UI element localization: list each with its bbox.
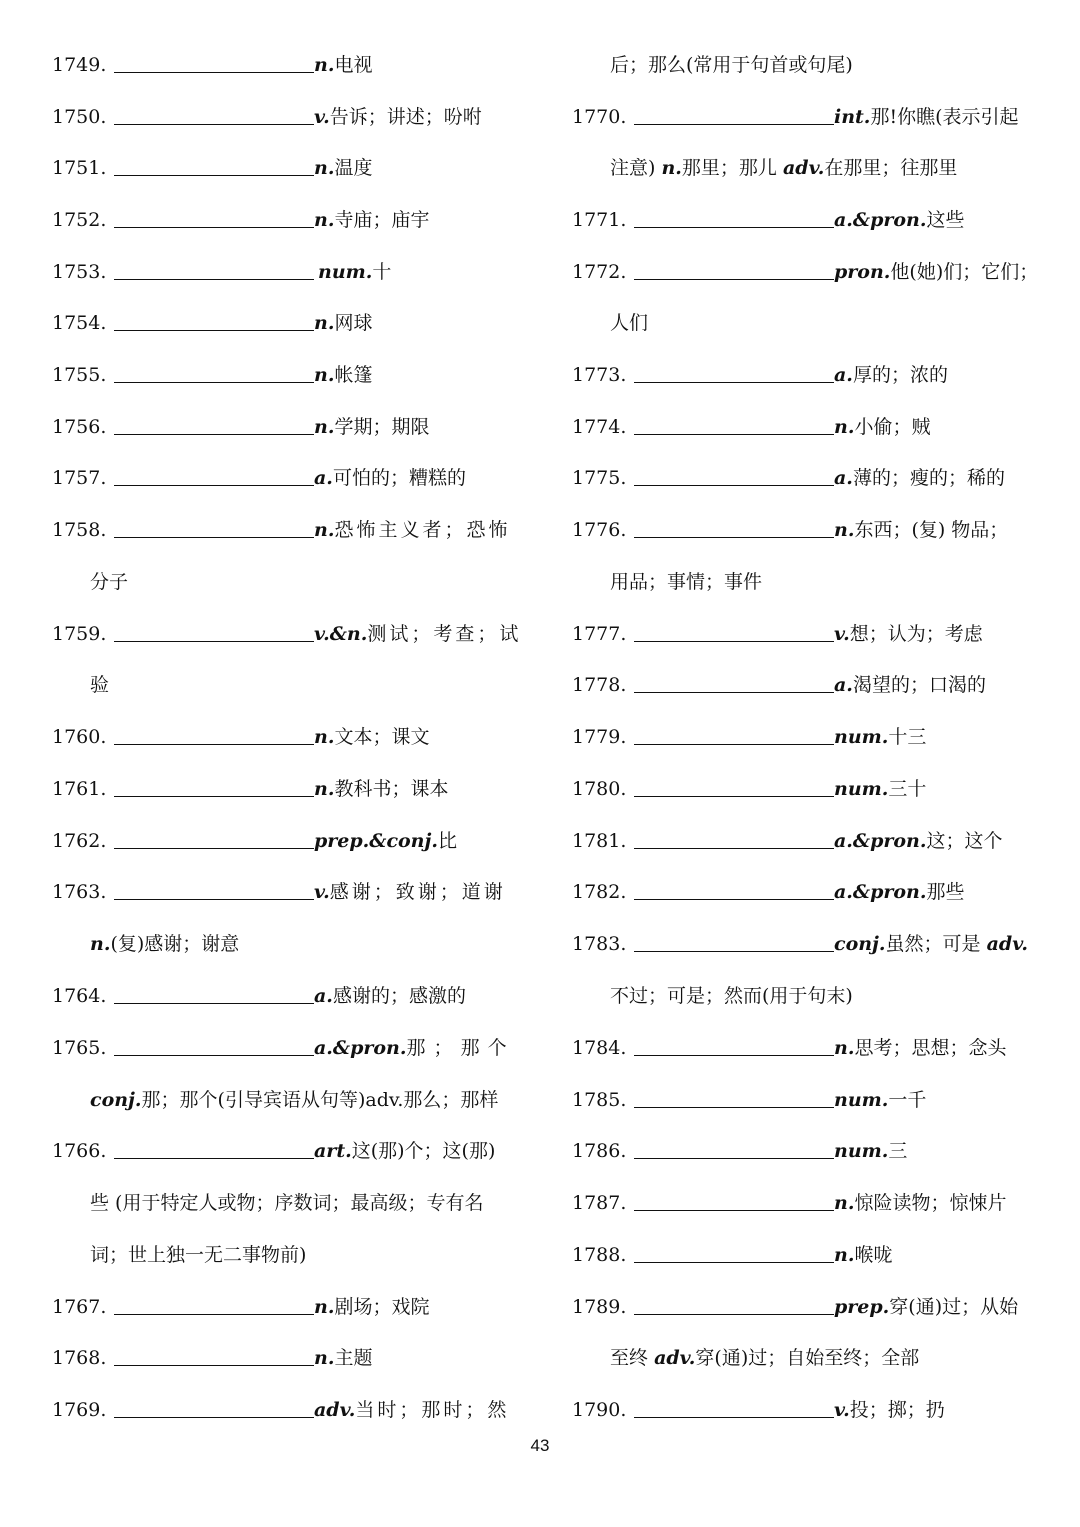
definition: 厚的；浓的	[852, 364, 948, 386]
entry-number: 1760.	[52, 726, 107, 748]
answer-blank[interactable]	[114, 1035, 314, 1056]
answer-blank[interactable]	[634, 414, 834, 435]
definition: 一千	[888, 1089, 927, 1111]
definition: 主题	[334, 1347, 373, 1369]
entry-1754	[52, 308, 522, 338]
entry-number: 1773.	[572, 364, 627, 386]
part-of-speech: n.	[314, 1296, 335, 1318]
answer-blank[interactable]	[634, 879, 834, 900]
definition: 虽然；可是	[885, 933, 981, 955]
part-of-speech: pron.	[834, 261, 891, 283]
part-of-speech: conj.	[834, 933, 886, 955]
definition-continued: 些 (用于特定人或物；序数词；最高级；专有名	[90, 1192, 484, 1214]
definition: 喉咙	[854, 1244, 893, 1266]
part-of-speech: a.	[314, 467, 333, 489]
page-number: 43	[530, 1436, 550, 1455]
definition: 学期；期限	[334, 416, 430, 438]
entry-1772-continued	[572, 308, 1042, 338]
definition: 可怕的；糟糕的	[332, 467, 466, 489]
definition-continued: 词；世上独一无二事物前)	[90, 1244, 307, 1266]
entry-number: 1750.	[52, 106, 107, 128]
entry-number: 1787.	[572, 1192, 627, 1214]
entry-1789-continued	[572, 1343, 1042, 1373]
part-of-speech: v.&n.	[314, 623, 368, 645]
definition-continued: 不过；可是；然而(用于句末)	[610, 985, 853, 1007]
definition: 当时；那时；然	[355, 1399, 510, 1421]
entry-1757	[52, 463, 522, 493]
part-of-speech: prep.&conj.	[314, 830, 438, 852]
entry-number: 1780.	[572, 778, 627, 800]
entry-1770	[572, 102, 1042, 132]
part-of-speech: prep.	[834, 1296, 890, 1318]
answer-blank[interactable]	[634, 362, 834, 383]
entry-1765-continued	[52, 1085, 522, 1115]
entry-1773	[572, 360, 1042, 390]
entry-1760	[52, 722, 522, 752]
entry-number: 1754.	[52, 312, 107, 334]
definition: 剧场；戏院	[334, 1296, 430, 1318]
definition: 这(那)个；这(那)	[351, 1140, 496, 1162]
entry-1774	[572, 412, 1042, 442]
definition: 文本；课文	[334, 726, 430, 748]
part-of-speech: n.	[314, 778, 335, 800]
part-of-speech: n.	[314, 54, 335, 76]
entry-number: 1786.	[572, 1140, 627, 1162]
entry-1783	[572, 929, 1042, 959]
part-of-speech: n.	[314, 519, 335, 541]
entry-number: 1783.	[572, 933, 627, 955]
entry-1766	[52, 1136, 522, 1166]
answer-blank[interactable]	[114, 776, 314, 797]
entry-number: 1764.	[52, 985, 107, 1007]
entry-number: 1762.	[52, 830, 107, 852]
answer-blank[interactable]	[114, 52, 314, 73]
part-of-speech: a.	[314, 985, 333, 1007]
part-of-speech: v.	[314, 881, 330, 903]
answer-blank[interactable]	[634, 672, 834, 693]
entry-1788	[572, 1240, 1042, 1270]
entry-1750	[52, 102, 522, 132]
entry-1777	[572, 619, 1042, 649]
part-of-speech: n.	[834, 519, 855, 541]
entry-1763-continued	[52, 929, 522, 959]
entry-1758	[52, 515, 522, 545]
part-of-speech: n.	[834, 1192, 855, 1214]
part-of-speech: n.	[314, 312, 335, 334]
entry-1761	[52, 774, 522, 804]
definition: 这些	[926, 209, 965, 231]
entry-1784	[572, 1033, 1042, 1063]
entry-1776-continued	[572, 567, 1042, 597]
part-of-speech: adv.	[986, 933, 1028, 955]
definition: 温度	[334, 157, 373, 179]
answer-blank[interactable]	[634, 1138, 834, 1159]
entry-number: 1775.	[572, 467, 627, 489]
entry-number: 1790.	[572, 1399, 627, 1421]
part-of-speech: n.	[314, 209, 335, 231]
entry-number: 1753.	[52, 261, 107, 283]
part-of-speech: num.	[318, 261, 373, 283]
entry-number: 1765.	[52, 1037, 107, 1059]
answer-blank[interactable]	[114, 1397, 314, 1418]
entry-number: 1768.	[52, 1347, 107, 1369]
entry-1787	[572, 1188, 1042, 1218]
part-of-speech: art.	[314, 1140, 352, 1162]
definition: 恐怖主义者；恐怖	[334, 519, 511, 541]
entry-number: 1758.	[52, 519, 107, 541]
entry-1752	[52, 205, 522, 235]
entry-1756	[52, 412, 522, 442]
part-of-speech: adv.	[654, 1347, 696, 1369]
definition-continued: (复)感谢；谢意	[110, 933, 240, 955]
answer-blank[interactable]	[634, 828, 834, 849]
entry-1755	[52, 360, 522, 390]
answer-blank[interactable]	[114, 621, 314, 642]
definition: 网球	[334, 312, 373, 334]
entry-1770-continued	[572, 153, 1042, 183]
part-of-speech: n.	[314, 416, 335, 438]
definition: 穿(通)过；从始	[889, 1296, 1019, 1318]
part-of-speech: a.&pron.	[834, 209, 927, 231]
part-of-speech: a.	[834, 364, 853, 386]
entry-1768	[52, 1343, 522, 1373]
entry-1790	[572, 1395, 1042, 1425]
definition: 想；认为；考虑	[849, 623, 983, 645]
definition: 电视	[334, 54, 373, 76]
answer-blank[interactable]	[114, 517, 314, 538]
entry-number: 1788.	[572, 1244, 627, 1266]
part-of-speech: v.	[834, 1399, 850, 1421]
entry-number: 1757.	[52, 467, 107, 489]
entry-number: 1761.	[52, 778, 107, 800]
entry-1759-continued	[52, 670, 522, 700]
answer-blank[interactable]	[114, 465, 314, 486]
answer-blank[interactable]	[634, 931, 834, 952]
answer-blank[interactable]	[634, 104, 834, 125]
part-of-speech: n.	[834, 416, 855, 438]
entry-number: 1778.	[572, 674, 627, 696]
definition: 三	[888, 1140, 908, 1162]
definition: 思考；思想；念头	[854, 1037, 1007, 1059]
answer-blank[interactable]	[634, 1242, 834, 1263]
definition: 那些	[926, 881, 965, 903]
entry-number: 1781.	[572, 830, 627, 852]
part-of-speech: v.	[314, 106, 330, 128]
definition: 小偷；贼	[854, 416, 931, 438]
answer-blank[interactable]	[634, 621, 834, 642]
part-of-speech: a.&pron.	[834, 830, 927, 852]
entry-number: 1766.	[52, 1140, 107, 1162]
definition: 测试；考查；试	[367, 623, 522, 645]
entry-1767	[52, 1292, 522, 1322]
definition: 十三	[888, 726, 927, 748]
part-of-speech: num.	[834, 778, 889, 800]
part-of-speech: conj.	[90, 1089, 142, 1111]
entry-number: 1774.	[572, 416, 627, 438]
entry-number: 1770.	[572, 106, 627, 128]
definition-continued: 验	[90, 674, 110, 696]
entry-number: 1789.	[572, 1296, 627, 1318]
answer-blank[interactable]	[634, 1294, 834, 1315]
definition-continued: 用品；事情；事件	[610, 571, 763, 593]
entry-1785	[572, 1085, 1042, 1115]
answer-blank[interactable]	[114, 1294, 314, 1315]
entry-number: 1767.	[52, 1296, 107, 1318]
entry-1776	[572, 515, 1042, 545]
part-of-speech: a.&pron.	[834, 881, 927, 903]
definition: 教科书；课本	[334, 778, 449, 800]
definition-continued: 那里；那儿	[681, 157, 777, 179]
entry-1771	[572, 205, 1042, 235]
entry-1759	[52, 619, 522, 649]
part-of-speech: n.	[314, 1347, 335, 1369]
entry-1753	[52, 257, 522, 287]
entry-number: 1782.	[572, 881, 627, 903]
definition: 他(她)们；它们；	[890, 261, 1039, 283]
definition-continued: 后；那么(常用于句首或句尾)	[610, 54, 853, 76]
answer-blank[interactable]	[634, 776, 834, 797]
entry-1758-continued	[52, 567, 522, 597]
definition-continued: 分子	[90, 571, 129, 593]
entry-number: 1755.	[52, 364, 107, 386]
entry-1786	[572, 1136, 1042, 1166]
entry-number: 1776.	[572, 519, 627, 541]
entry-number: 1752.	[52, 209, 107, 231]
definition: 投；掷；扔	[849, 1399, 945, 1421]
entry-number: 1772.	[572, 261, 627, 283]
definition: 告诉；讲述；吩咐	[329, 106, 482, 128]
part-of-speech: a.	[834, 467, 853, 489]
entry-1781	[572, 826, 1042, 856]
definition-continued: 人们	[610, 312, 649, 334]
answer-blank[interactable]	[634, 1087, 834, 1108]
definition-continued: 穿(通)过；自始至终；全部	[695, 1347, 920, 1369]
entry-1789	[572, 1292, 1042, 1322]
definition: 帐篷	[334, 364, 373, 386]
part-of-speech: n.	[314, 726, 335, 748]
entry-1769	[52, 1395, 522, 1425]
entry-1762	[52, 826, 522, 856]
definition-continued: 那；那个(引导宾语从句等)adv.那么；那样	[141, 1089, 499, 1111]
part-of-speech: num.	[834, 1140, 889, 1162]
answer-blank[interactable]	[114, 828, 314, 849]
entry-1779	[572, 722, 1042, 752]
entry-number: 1785.	[572, 1089, 627, 1111]
entry-number: 1771.	[572, 209, 627, 231]
entry-1751	[52, 153, 522, 183]
part-of-speech: n.	[314, 157, 335, 179]
part-of-speech: a.&pron.	[314, 1037, 407, 1059]
part-of-speech: a.	[834, 674, 853, 696]
answer-blank[interactable]	[114, 879, 314, 900]
definition: 那 ； 那 个	[406, 1037, 508, 1059]
part-of-speech: num.	[834, 726, 889, 748]
entry-1763	[52, 877, 522, 907]
answer-blank[interactable]	[114, 310, 314, 331]
definition-continued: 注意)	[610, 157, 656, 179]
answer-blank[interactable]	[634, 259, 834, 280]
entry-1772	[572, 257, 1042, 287]
answer-blank[interactable]	[634, 724, 834, 745]
answer-blank[interactable]	[114, 414, 314, 435]
part-of-speech: adv.	[314, 1399, 356, 1421]
definition: 薄的；瘦的；稀的	[852, 467, 1005, 489]
answer-blank[interactable]	[634, 207, 834, 228]
answer-blank[interactable]	[114, 259, 314, 280]
definition: 感谢；致谢；道谢	[329, 881, 506, 903]
part-of-speech: int.	[834, 106, 871, 128]
definition-continued: 在那里；往那里	[824, 157, 958, 179]
part-of-speech: n.	[661, 157, 682, 179]
definition: 东西；(复) 物品；	[854, 519, 1009, 541]
answer-blank[interactable]	[634, 465, 834, 486]
part-of-speech: n.	[834, 1244, 855, 1266]
answer-blank[interactable]	[114, 983, 314, 1004]
definition: 渴望的；口渴的	[852, 674, 986, 696]
answer-blank[interactable]	[634, 1397, 834, 1418]
entry-number: 1763.	[52, 881, 107, 903]
answer-blank[interactable]	[114, 104, 314, 125]
answer-blank[interactable]	[634, 517, 834, 538]
entry-number: 1779.	[572, 726, 627, 748]
definition: 感谢的；感激的	[332, 985, 466, 1007]
answer-blank[interactable]	[114, 724, 314, 745]
entry-1766-continued	[52, 1188, 522, 1218]
answer-blank[interactable]	[634, 1190, 834, 1211]
definition: 十	[372, 261, 392, 283]
entry-1765	[52, 1033, 522, 1063]
entry-number: 1769.	[52, 1399, 107, 1421]
entry-number: 1751.	[52, 157, 107, 179]
definition: 那!你瞧(表示引起	[870, 106, 1019, 128]
entry-1782	[572, 877, 1042, 907]
part-of-speech: n.	[834, 1037, 855, 1059]
entry-number: 1777.	[572, 623, 627, 645]
answer-blank[interactable]	[114, 362, 314, 383]
definition: 三十	[888, 778, 927, 800]
definition: 比	[437, 830, 457, 852]
definition: 这；这个	[926, 830, 1003, 852]
part-of-speech: v.	[834, 623, 850, 645]
part-of-speech: num.	[834, 1089, 889, 1111]
entry-1783-continued	[572, 981, 1042, 1011]
entry-number: 1749.	[52, 54, 107, 76]
answer-blank[interactable]	[634, 1035, 834, 1056]
entry-number: 1759.	[52, 623, 107, 645]
definition: 惊险读物；惊悚片	[854, 1192, 1007, 1214]
entry-1775	[572, 463, 1042, 493]
entry-1769-continued	[572, 50, 1042, 80]
part-of-speech: adv.	[782, 157, 825, 179]
part-of-speech: n.	[314, 364, 335, 386]
entry-1780	[572, 774, 1042, 804]
entry-number: 1756.	[52, 416, 107, 438]
entry-number: 1784.	[572, 1037, 627, 1059]
answer-blank[interactable]	[114, 155, 314, 176]
answer-blank[interactable]	[114, 1138, 314, 1159]
entry-1778	[572, 670, 1042, 700]
definition: 寺庙；庙宇	[334, 209, 430, 231]
definition-continued: 至终	[610, 1347, 649, 1369]
part-of-speech: n.	[90, 933, 111, 955]
answer-blank[interactable]	[114, 207, 314, 228]
answer-blank[interactable]	[114, 1345, 314, 1366]
entry-1749	[52, 50, 522, 80]
entry-1766-continued-2	[52, 1240, 522, 1270]
entry-1764	[52, 981, 522, 1011]
